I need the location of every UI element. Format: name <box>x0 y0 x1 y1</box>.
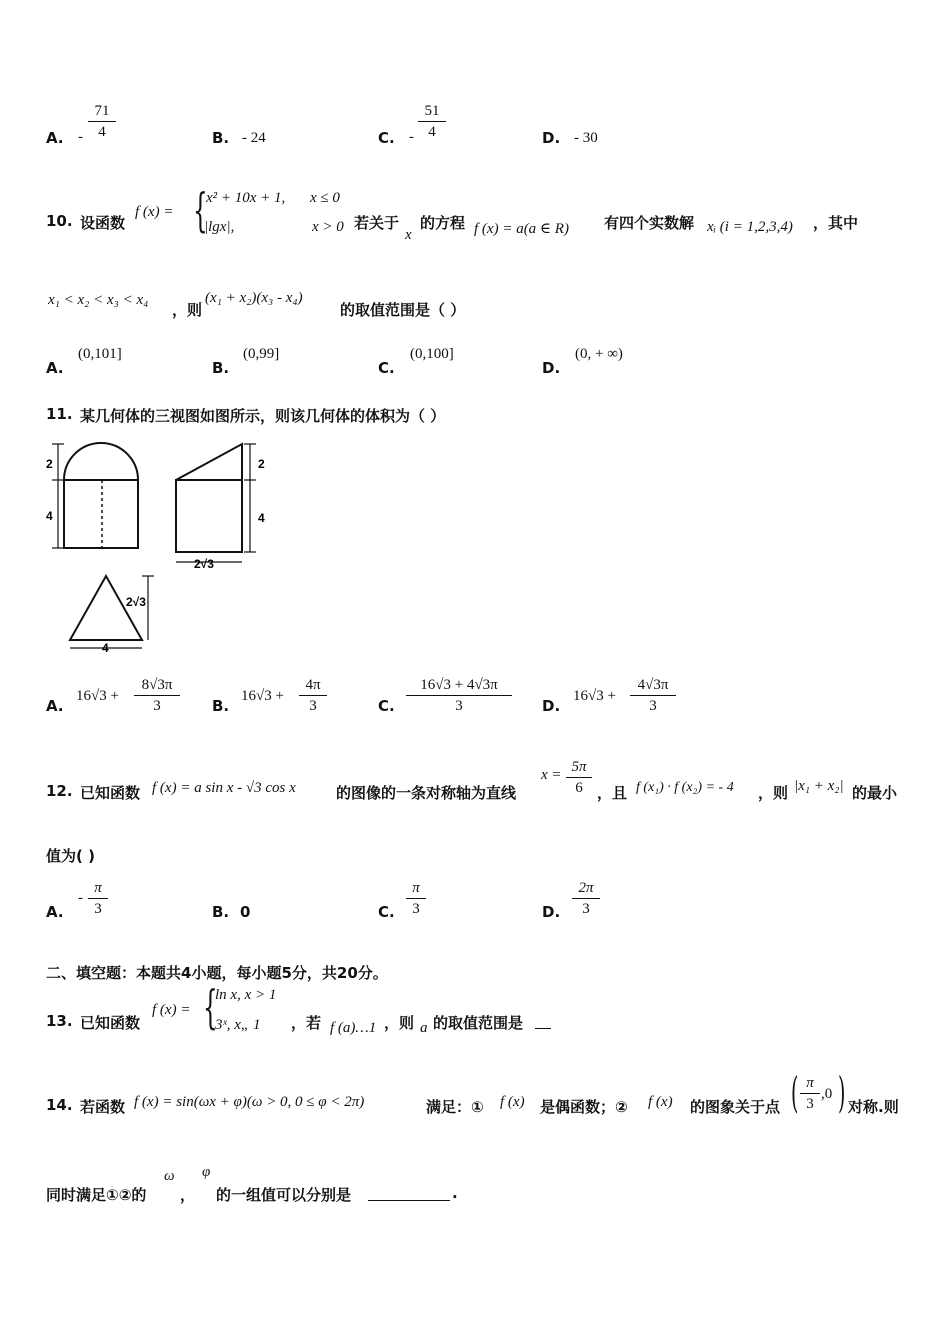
dim-2r3-top: 2√3 <box>126 595 146 609</box>
section-2-heading: 二、填空题：本题共4小题，每小题5分，共20分。 <box>46 964 388 982</box>
q12-d-label: D. <box>542 903 561 921</box>
q9-b-label: B. <box>212 129 230 147</box>
side-view-rect <box>176 480 242 552</box>
q10-text2: 的方程 <box>420 214 466 232</box>
q14-text5: 同时满足①②的 <box>46 1186 147 1204</box>
q13-text1: ，若 <box>291 1014 322 1032</box>
side-view-triangle <box>176 444 242 480</box>
q12-c-frac: $\frac{\pi}{3}$ <box>406 878 426 919</box>
q12-text4: 的最小 <box>852 784 898 802</box>
q10-text1: 若关于 <box>354 214 400 232</box>
q14-fx3: f (x) <box>648 1094 673 1110</box>
front-view-arch <box>64 443 138 480</box>
q9-a-sign: - <box>78 129 83 145</box>
q11-a-frac: $\frac{8√3\pi}{3}$ <box>134 675 180 716</box>
q12-fx: f (x) = a sin x - √3 cos x <box>152 780 296 796</box>
q11-d-frac: $\frac{4√3\pi}{3}$ <box>630 675 676 716</box>
dim-2-side: 2 <box>258 457 265 471</box>
q14-point-frac: $\frac{\pi}{3}$ <box>800 1073 820 1114</box>
dim-2r3-side: 2√3 <box>194 557 214 571</box>
q10-lead: 设函数 <box>80 214 126 232</box>
q12-lead: 已知函数 <box>80 784 141 802</box>
q12-b-value: 0 <box>240 903 251 921</box>
q10-number: 10. <box>46 212 73 230</box>
q10-text3: 有四个实数解 <box>604 214 695 232</box>
q13-text2: ，则 <box>384 1014 415 1032</box>
q14-number: 14. <box>46 1096 73 1114</box>
q13-var-a: a <box>420 1020 428 1036</box>
q14-comma: ， <box>180 1186 196 1204</box>
q14-phi: φ <box>202 1164 211 1180</box>
q9-d-label: D. <box>542 129 561 147</box>
q10-a-label: A. <box>46 359 64 377</box>
q12-a-frac: $\frac{\pi}{3}$ <box>88 878 108 919</box>
q10-order: x₁ < x₂ < x₃ < x₄ <box>48 292 149 308</box>
q10-text6: 的取值范围是（ ） <box>340 301 466 319</box>
dim-4-side: 4 <box>258 511 265 525</box>
q11-a-pre: 16√3 + <box>76 688 119 704</box>
q14-paren-left: ( <box>791 1068 799 1117</box>
q14-omega: ω <box>164 1168 175 1184</box>
q11-a-label: A. <box>46 697 64 715</box>
q14-fx2: f (x) <box>500 1094 525 1110</box>
q9-b-value: - 24 <box>242 130 266 146</box>
q14-text3: 的图象关于点 <box>690 1098 781 1116</box>
q10-fx: f (x) = <box>135 204 174 220</box>
q12-axis-frac: $\frac{5\pi}{6}$ <box>566 757 592 798</box>
q10-a-value: (0,101] <box>78 346 122 362</box>
q13-text3: 的取值范围是 <box>433 1014 524 1032</box>
q14-text1: 满足：① <box>426 1098 484 1116</box>
q11-d-pre: 16√3 + <box>573 688 616 704</box>
q10-c-label: C. <box>378 359 395 377</box>
q11-number: 11. <box>46 405 73 423</box>
q10-d-label: D. <box>542 359 561 377</box>
front-view-rect <box>64 480 138 548</box>
q13-lead: 已知函数 <box>80 1014 141 1032</box>
q11-b-pre: 16√3 + <box>241 688 284 704</box>
q12-d-frac: $\frac{2\pi}{3}$ <box>572 878 600 919</box>
q14-end: . <box>452 1184 458 1202</box>
q10-expr: (x₁ + x₂)(x₃ - x₄) <box>205 290 303 306</box>
q12-c-label: C. <box>378 903 395 921</box>
q10-case1-cond: x ≤ 0 <box>310 190 340 206</box>
q11-d-label: D. <box>542 697 561 715</box>
q10-brace: { <box>193 183 208 237</box>
q12-product: f (x₁) · f (x₂) = - 4 <box>636 780 734 795</box>
q14-lead: 若函数 <box>80 1098 126 1116</box>
q10-case1: x² + 10x + 1, <box>206 190 286 206</box>
q11-b-frac: $\frac{4\pi}{3}$ <box>299 675 327 716</box>
q12-text2: ，且 <box>597 784 628 802</box>
q10-equation: f (x) = a(a ∈ R) <box>474 221 569 237</box>
q9-a-label: A. <box>46 129 64 147</box>
q13-number: 13. <box>46 1012 73 1030</box>
q9-c-frac: $\frac{51}{4}$ <box>418 101 446 142</box>
q11-c-label: C. <box>378 697 395 715</box>
q14-text6: 的一组值可以分别是 <box>216 1186 352 1204</box>
q13-case1: ln x, x > 1 <box>215 987 277 1003</box>
q11-b-label: B. <box>212 697 230 715</box>
three-view-figure <box>44 436 274 656</box>
q10-b-label: B. <box>212 359 230 377</box>
q12-text5: 值为( ) <box>46 847 95 865</box>
q13-brace: { <box>203 980 218 1034</box>
q14-point-tail: ,0 <box>821 1086 833 1102</box>
q9-c-label: C. <box>378 129 395 147</box>
q10-b-value: (0,99] <box>243 346 280 362</box>
q13-fx: f (x) = <box>152 1002 191 1018</box>
q10-d-value: (0, + ∞) <box>575 346 623 362</box>
q10-text4: ，其中 <box>813 214 859 232</box>
q12-text3: ，则 <box>758 784 789 802</box>
q9-d-value: - 30 <box>574 130 598 146</box>
q11-c-frac: $\frac{16√3 + 4√3\pi}{3}$ <box>406 675 512 716</box>
q10-case2-cond: x > 0 <box>312 219 344 235</box>
dim-2-front: 2 <box>46 457 53 471</box>
q10-text5: ，则 <box>172 301 203 319</box>
q10-c-value: (0,100] <box>410 346 454 362</box>
q10-roots: xᵢ (i = 1,2,3,4) <box>707 219 793 235</box>
q11-stem: 某几何体的三视图如图所示，则该几何体的体积为（ ） <box>80 407 446 425</box>
q14-fx: f (x) = sin(ωx + φ)(ω > 0, 0 ≤ φ < 2π) <box>134 1094 365 1110</box>
q14-text4: 对称.则 <box>848 1098 899 1116</box>
q12-a-label: A. <box>46 903 64 921</box>
q10-case2: |lgx|, <box>204 219 235 235</box>
q12-axis-lhs: x = <box>541 767 562 783</box>
q14-paren-right: ) <box>838 1068 846 1117</box>
q12-number: 12. <box>46 782 73 800</box>
q13-cond: f (a)…1 <box>330 1020 377 1036</box>
q9-c-sign: - <box>409 129 414 145</box>
q12-absval: |x₁ + x₂| <box>794 778 844 794</box>
q9-a-frac: $\frac{71}{4}$ <box>88 101 116 142</box>
q12-b-label: B. <box>212 903 230 921</box>
dim-4-front: 4 <box>46 509 53 523</box>
q14-answer-blank[interactable] <box>368 1186 450 1201</box>
q12-text1: 的图像的一条对称轴为直线 <box>336 784 517 802</box>
q13-case2: 3ˣ, x„ 1 <box>215 1017 261 1033</box>
q10-var-x: x <box>405 227 412 243</box>
dim-4-top: 4 <box>102 641 109 655</box>
q14-text2: 是偶函数；② <box>540 1098 628 1116</box>
q12-a-sign: - <box>78 890 83 906</box>
q13-answer-blank[interactable] <box>535 1014 551 1029</box>
